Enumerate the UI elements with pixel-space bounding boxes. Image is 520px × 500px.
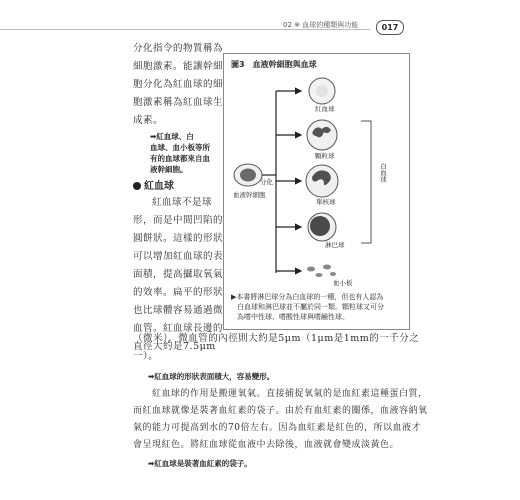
paragraph-cytokine xyxy=(133,40,223,130)
blood-cell-diagram xyxy=(223,53,408,293)
text-line: 氣的能力可提高到水的70倍左右。因為血紅素是紅色的，所以血液才 xyxy=(133,423,421,433)
wbc-bracket xyxy=(361,121,371,243)
cell-label-monocyte: 單核球 xyxy=(316,198,336,206)
text-line: 胞分化為紅血球的細 xyxy=(133,79,224,90)
differentiation-label: 分化 xyxy=(260,178,273,186)
note-line: 血球、血小板等所 xyxy=(150,143,210,152)
caption-line: ▶本書將淋巴球分為白血球的一種，但也有人認為 xyxy=(231,293,384,301)
text-line: 直徑大約是7.5μm xyxy=(133,341,216,352)
text-line: （微米），微血管的內徑則大約是5μm（1μm是1mm的一千分之 xyxy=(133,333,420,344)
figure-caption xyxy=(231,292,384,322)
text-line: 血管。紅血球長邊的 xyxy=(133,323,224,334)
text-line: 紅血球的作用是搬運氧氣。直接捕捉氧氣的是血紅素這種蛋白質， xyxy=(152,389,428,399)
cell-label-lymphocyte: 淋巴球 xyxy=(325,241,345,249)
text-line: 的效率。扁平的形狀 xyxy=(133,287,224,298)
paragraph-rbc-function xyxy=(133,386,428,454)
cell-label-rbc: 紅血球 xyxy=(315,105,335,113)
note-line: 有的血球都來自血 xyxy=(150,154,210,163)
figure-title: 圖3 血液幹細胞與血球 xyxy=(231,60,317,69)
note-line: ➡紅血球、白 xyxy=(150,132,194,141)
text-line: 形，而是中間凹陷的 xyxy=(133,215,224,226)
caption-line: 為嗜中性球、嗜酸性球與嗜鹼性球。 xyxy=(237,313,349,321)
cell-label-granulocyte: 顆粒球 xyxy=(315,152,335,160)
lymphocyte-icon xyxy=(308,213,336,241)
cell-label-platelet: 血小板 xyxy=(333,279,353,287)
note-rbc-shape: ➡紅血球的形狀表面積大，容易變形。 xyxy=(148,372,275,381)
note-blood-cells-origin xyxy=(150,131,210,175)
text-line: 一）。 xyxy=(133,351,159,362)
bullet-dot-icon xyxy=(133,182,141,190)
text-line: 紅血球不是球 xyxy=(152,197,213,208)
text-line: 成素。 xyxy=(133,115,164,126)
text-line: 細胞激素。能讓幹細 xyxy=(133,61,224,72)
text-line: 胞激素稱為紅血球生 xyxy=(133,97,224,108)
text-line: 圓餅狀。這樣的形狀 xyxy=(133,233,224,244)
monocyte-icon xyxy=(306,165,338,197)
stem-cell-icon xyxy=(234,164,262,186)
text-line: 面積，提高攝取氧氣 xyxy=(133,269,224,280)
section-title: 紅血球 xyxy=(144,181,174,192)
stem-cell-label: 血液幹細胞 xyxy=(233,191,266,199)
text-line: 而紅血球就像是裝著血紅素的袋子。由於有血紅素的關係，血液容納氧 xyxy=(133,406,428,416)
page-number: 017 xyxy=(376,20,404,35)
granulocyte-icon xyxy=(307,120,337,150)
note-hemoglobin-bag: ➡紅血球是裝著血紅素的袋子。 xyxy=(148,459,252,468)
text-line: 也比球體容易通過微 xyxy=(133,305,224,316)
paragraph-capillary xyxy=(133,330,419,366)
bracket-label-wbc: 白血球 xyxy=(379,163,387,183)
text-line: 分化指令的物質稱為 xyxy=(133,43,224,54)
text-line: 可以增加紅血球的表 xyxy=(133,251,224,262)
section-heading-rbc xyxy=(133,177,174,192)
caption-line: 白血球和淋巴球並不屬於同一類。顆粒球又可分 xyxy=(237,303,384,311)
platelet-icon xyxy=(307,265,336,278)
red-blood-cell-icon xyxy=(309,78,335,104)
text-line: 會呈現紅色。將紅血球從血液中去除後，血液就會變成淡黃色。 xyxy=(133,440,400,450)
chapter-header: 02 ※ 血球的種類與功能 xyxy=(283,21,359,29)
note-line: 液幹細胞。 xyxy=(150,165,188,174)
